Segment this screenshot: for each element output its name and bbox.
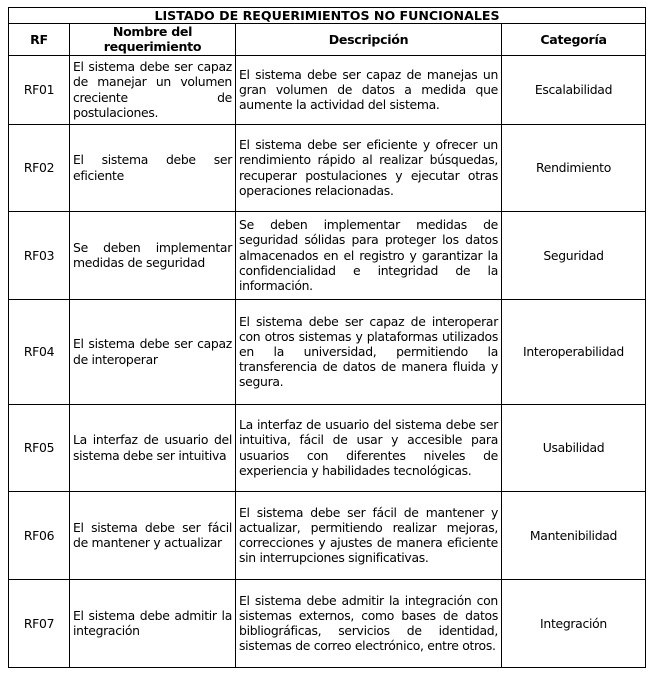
requirement-category: Integración [502, 579, 646, 667]
column-header-description: Descripción [236, 24, 502, 55]
requirement-description: El sistema debe admitir la integración con sistemas externos, como bases de datos bibliográficas, servicios de identidad, sistemas de correo electrónico, entre otros. [236, 579, 502, 667]
requirement-name: El sistema debe ser capaz de interoperar [70, 299, 236, 404]
table-title: LISTADO DE REQUERIMIENTOS NO FUNCIONALES [9, 8, 646, 24]
table-row [9, 124, 646, 211]
requirement-description: La interfaz de usuario del sistema debe ser intuitiva, fácil de usar y accesible para usuarios con diferentes niveles de experiencia y habilidades tecnológicas. [236, 404, 502, 491]
table-row [9, 491, 646, 579]
requirement-name: Se deben implementar medidas de seguridad [70, 211, 236, 299]
rf-id: RF05 [9, 404, 70, 491]
requirement-description: El sistema debe ser capaz de manejas un gran volumen de datos a medida que aumente la actividad del sistema. [236, 55, 502, 124]
requirement-name: El sistema debe ser capaz de manejar un volumen creciente de postulaciones. [70, 55, 236, 124]
table-row [9, 579, 646, 667]
requirement-description: El sistema debe ser capaz de interoperar con otros sistemas y plataformas utilizados en la universidad, permitiendo la transferencia de datos de manera fluida y segura. [236, 299, 502, 404]
non-functional-requirements-table [8, 7, 646, 668]
table-header-row [9, 24, 646, 55]
table-row [9, 211, 646, 299]
rf-id: RF01 [9, 55, 70, 124]
requirement-category: Mantenibilidad [502, 491, 646, 579]
requirement-name: La interfaz de usuario del sistema debe ser intuitiva [70, 404, 236, 491]
table-row [9, 299, 646, 404]
requirement-description: Se deben implementar medidas de seguridad sólidas para proteger los datos almacenados en el registro y garantizar la confidencialidad e integridad de la información. [236, 211, 502, 299]
rf-id: RF04 [9, 299, 70, 404]
table-row [9, 55, 646, 124]
requirement-category: Usabilidad [502, 404, 646, 491]
column-header-category: Categoría [502, 24, 646, 55]
requirement-category: Escalabilidad [502, 55, 646, 124]
table-title-row [9, 8, 646, 24]
rf-id: RF02 [9, 124, 70, 211]
requirement-name: El sistema debe ser fácil de mantener y actualizar [70, 491, 236, 579]
requirement-name: El sistema debe admitir la integración [70, 579, 236, 667]
column-header-rf: RF [9, 24, 70, 55]
requirement-category: Interoperabilidad [502, 299, 646, 404]
requirement-category: Seguridad [502, 211, 646, 299]
requirement-description: El sistema debe ser fácil de mantener y actualizar, permitiendo realizar mejoras, correcciones y ajustes de manera eficiente sin interrupciones significativas. [236, 491, 502, 579]
rf-id: RF07 [9, 579, 70, 667]
requirement-category: Rendimiento [502, 124, 646, 211]
column-header-name: Nombre del requerimiento [70, 24, 236, 55]
requirement-name: El sistema debe ser eficiente [70, 124, 236, 211]
rf-id: RF06 [9, 491, 70, 579]
requirement-description: El sistema debe ser eficiente y ofrecer un rendimiento rápido al realizar búsquedas, recuperar postulaciones y ejecutar otras operaciones relacionadas. [236, 124, 502, 211]
table-row [9, 404, 646, 491]
rf-id: RF03 [9, 211, 70, 299]
